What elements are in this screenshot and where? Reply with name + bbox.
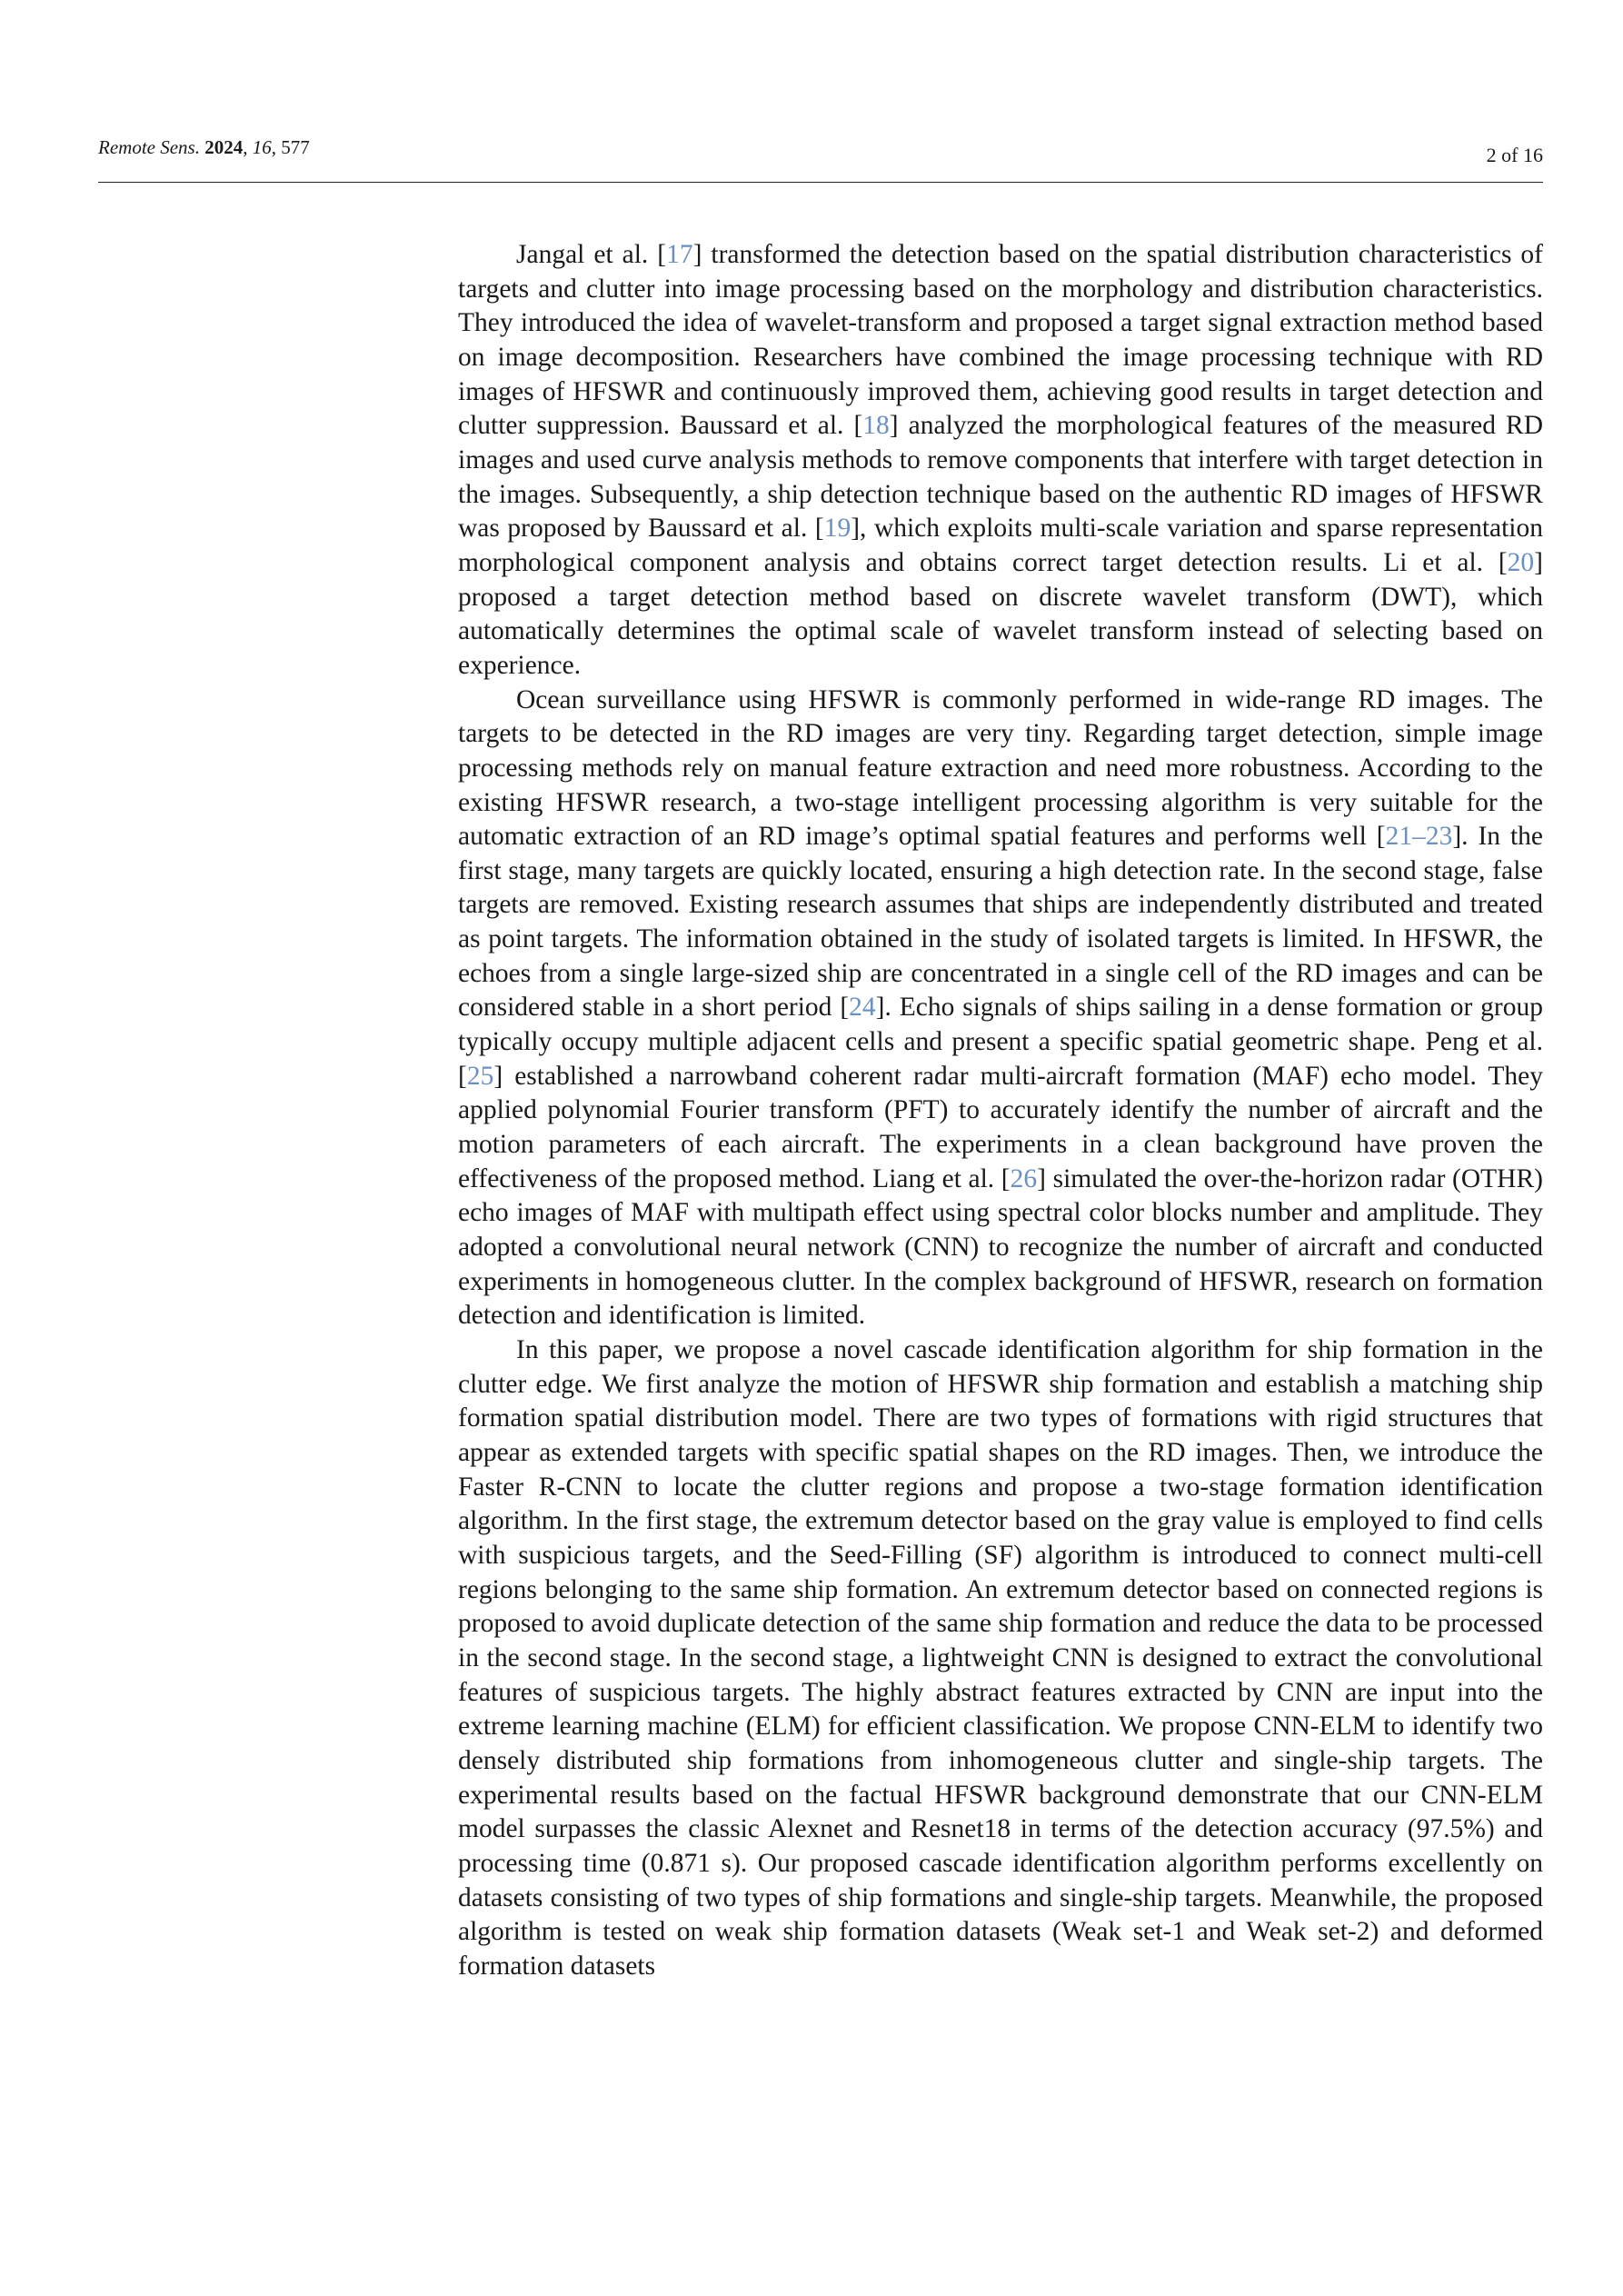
citation-link[interactable]: 26 bbox=[1010, 1163, 1038, 1193]
article-number: 577 bbox=[281, 136, 310, 158]
paragraph-text: ] established a narrowband coherent radar multi-aircraft formation (MAF) echo model. They applied polynomial Fourier transform (PFT) to accurately identify the number of aircraft and the motion parameters of each aircraft. The experiments in a clean background have proven the effectiveness of the proposed method. Liang et al. [ bbox=[458, 1061, 1543, 1193]
body-paragraph bbox=[458, 1333, 1543, 1983]
paragraph-text: ] simulated the over-the-horizon radar (OTHR) echo images of MAF with multipath effect using spectral color blocks number and amplitude. They adopted a convolutional neural network (CNN) to recognize the number of aircraft and conducted experiments in homogeneous clutter. In the complex background of HFSWR, research on formation detection and identification is limited. bbox=[458, 1163, 1543, 1331]
journal-year: 2024 bbox=[204, 136, 244, 158]
paragraph-text: ] proposed a target detection method based on discrete wavelet transform (DWT), which automatically determines the optimal scale of wavelet transform instead of selecting based on experience. bbox=[458, 547, 1543, 680]
citation-link[interactable]: 18 bbox=[862, 411, 890, 441]
running-header bbox=[98, 135, 1543, 183]
paragraph-text: ]. In the first stage, many targets are quickly located, ensuring a high detection rate. In the second stage, false targets are removed. Existing research assumes that ships are independently distributed and treated as point targets. The information obtained in the study of isolated targets is limited. In HFSWR, the echoes from a single large-sized ship are concentrated in a single cell of the RD images and can be considered stable in a short period [ bbox=[458, 822, 1543, 1023]
citation-link[interactable]: 25 bbox=[466, 1061, 494, 1091]
citation-link[interactable]: 19 bbox=[823, 514, 851, 544]
journal-citation: Remote Sens. 2024, 16, 577 bbox=[98, 136, 310, 158]
paragraph-text: ]. Echo signals of ships sailing in a dense formation or group typically occupy multiple adjacent cells and present a specific spatial geometric shape. Peng et al. [ bbox=[458, 993, 1543, 1091]
journal-name: Remote Sens. bbox=[98, 136, 200, 158]
paragraph-text: Ocean surveillance using HFSWR is commonly performed in wide-range RD images. The targets to be detected in the RD images are very tiny. Regarding target detection, simple image processing methods rely on manual feature extraction and need more robustness. According to the existing HFSWR research, a two-stage intelligent processing algorithm is very suitable for the automatic extraction of an RD image’s optimal spatial features and performs well [ bbox=[458, 684, 1543, 852]
page-number: 2 of 16 bbox=[1486, 144, 1543, 166]
citation-link[interactable]: 21–23 bbox=[1385, 822, 1453, 852]
body-paragraph bbox=[458, 684, 1543, 1333]
paragraph-text: In this paper, we propose a novel cascade identification algorithm for ship formation in the clutter edge. We first analyze the motion of HFSWR ship formation and establish a matching ship formation spatial distribution model. There are two types of formations with rigid structures that appear as extended targets with specific spatial shapes on the RD images. Then, we introduce the Faster R-CNN to locate the clutter regions and propose a two-stage formation identification algorithm. In the first stage, the extremum detector based on the gray value is employed to find cells with suspicious targets, and the Seed-Filling (SF) algorithm is introduced to connect multi-cell regions belonging to the same ship formation. An extremum detector based on connected regions is proposed to avoid duplicate detection of the same ship formation and reduce the data to be processed in the second stage. In the second stage, a lightweight CNN is designed to extract the convolutional features of suspicious targets. The highly abstract features extracted by CNN are input into the extreme learning machine (ELM) for efficient classification. We propose CNN-ELM to identify two densely distributed ship formations from inhomogeneous clutter and single-ship targets. The experimental results based on the factual HFSWR background demonstrate that our CNN-ELM model surpasses the classic Alexnet and Resnet18 in terms of the detection accuracy (97.5%) and processing time (0.871 s). Our proposed cascade identification algorithm performs excellently on datasets consisting of two types of ship formations and single-ship targets. Meanwhile, the proposed algorithm is tested on weak ship formation datasets (Weak set-1 and Weak set-2) and deformed formation datasets bbox=[458, 1335, 1543, 1981]
body-paragraph bbox=[458, 238, 1543, 684]
paragraph-text: ] transformed the detection based on the spatial distribution characteristics of targets and clutter into image processing based on the morphology and distribution characteristics. They introduced the idea of wavelet-transform and proposed a target signal extraction method based on image decomposition. Researchers have combined the image processing technique with RD images of HFSWR and continuously improved them, achieving good results in target detection and clutter suppression. Baussard et al. [ bbox=[458, 240, 1543, 441]
citation-link[interactable]: 24 bbox=[849, 993, 876, 1023]
paragraph-text: Jangal et al. [ bbox=[516, 240, 667, 269]
journal-volume: 16 bbox=[252, 136, 272, 158]
paragraph-text: ] analyzed the morphological features of the measured RD images and used curve analysis methods to remove components that interfere with target detection in the images. Subsequently, a ship detection technique based on the authentic RD images of HFSWR was proposed by Baussard et al. [ bbox=[458, 411, 1543, 544]
citation-link[interactable]: 17 bbox=[666, 240, 693, 269]
body-text bbox=[458, 238, 1543, 1983]
paragraph-text: ], which exploits multi-scale variation and sparse representation morphological component analysis and obtains correct target detection results. Li et al. [ bbox=[458, 514, 1544, 577]
citation-link[interactable]: 20 bbox=[1507, 547, 1535, 577]
